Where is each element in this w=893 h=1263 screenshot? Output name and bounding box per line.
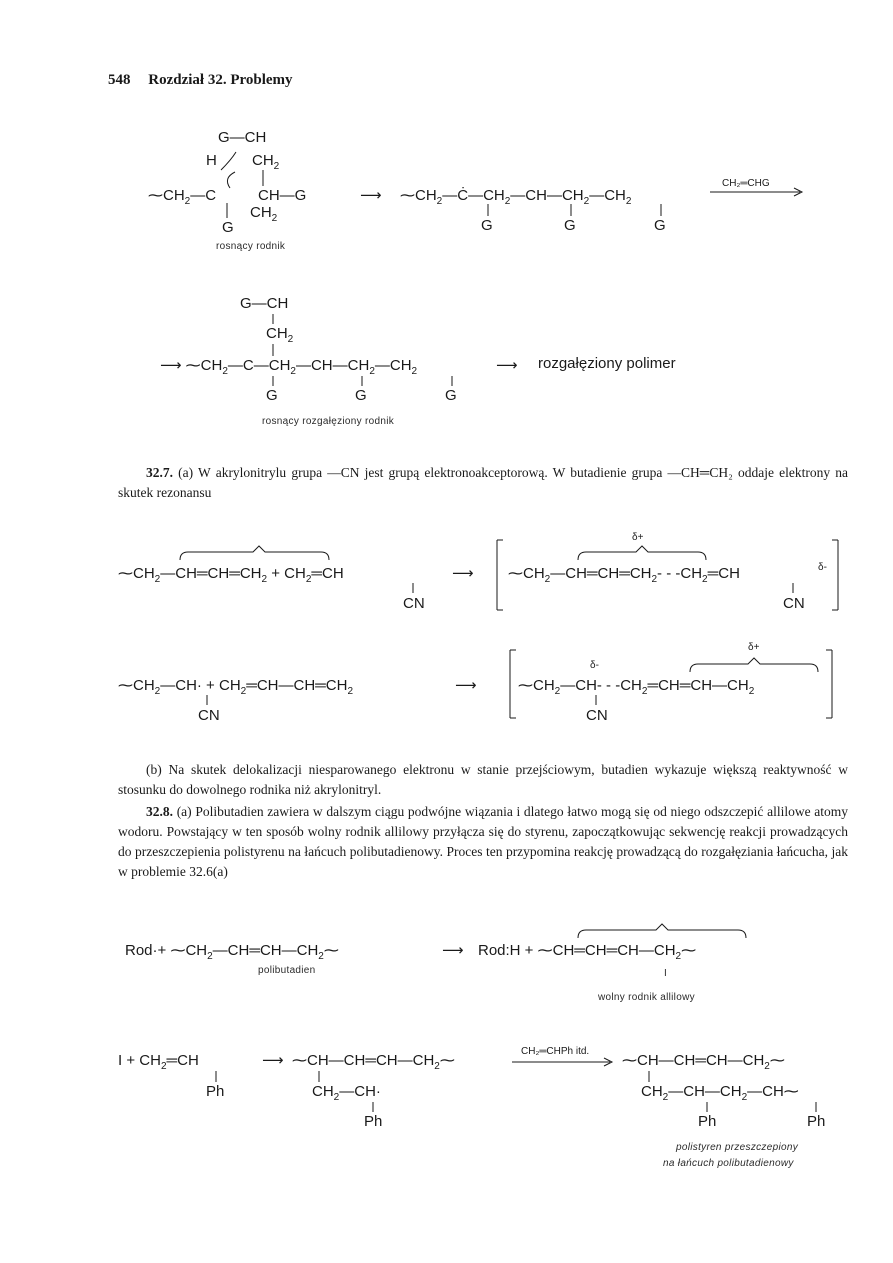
svg-text:δ-: δ- <box>818 562 827 573</box>
svg-text:G: G <box>481 217 493 234</box>
svg-text:G: G <box>355 387 367 404</box>
svg-text:CH—G: CH—G <box>258 187 307 204</box>
svg-text:δ-: δ- <box>590 660 599 671</box>
svg-text:Ph: Ph <box>206 1083 225 1100</box>
svg-text:⁓CH—CH═CH—CH2⁓: $⁓CH—CH═CH—CH_2⁓$ <box>622 1052 785 1072</box>
caption-allyl-radical: wolny rodnik allilowy <box>598 992 695 1003</box>
svg-text:G: G <box>564 217 576 234</box>
svg-text:G: G <box>222 219 234 236</box>
svg-text:⟶: ⟶ <box>455 677 477 694</box>
svg-text:CH2: $CH_2$ <box>266 325 294 345</box>
svg-text:G: G <box>654 217 666 234</box>
svg-text:⟶: ⟶ <box>442 942 464 959</box>
svg-text:CH2: $CH_2$ <box>250 204 278 224</box>
svg-text:I + CH2═CH: $I + CH_2═CH$ <box>118 1052 199 1072</box>
scheme-branching-2 <box>0 288 893 438</box>
svg-text:CN: CN <box>198 707 220 724</box>
paragraph-32-7 <box>118 463 848 503</box>
paragraph-32-7-text: (a) W akrylonitrylu grupa —CN jest grupą elektronoakceptorową. W butadienie grupa —CH═CH₂ oddaje elektrony na skutek rezonansu <box>118 465 848 500</box>
svg-text:G—CH: G—CH <box>218 129 267 146</box>
page-number: 548 <box>108 72 131 88</box>
svg-text:Ph: Ph <box>364 1113 383 1130</box>
svg-text:δ+: δ+ <box>748 642 760 653</box>
label-I: I <box>664 968 668 979</box>
paragraph-32-8 <box>118 802 848 882</box>
svg-text:CH2—CH·: $CH_2—CH\cdot$ <box>312 1083 381 1103</box>
scheme-allyl-radical <box>0 910 893 1030</box>
chapter-title: Rozdział 32. Problemy <box>148 72 293 88</box>
svg-text:G: G <box>445 387 457 404</box>
problem-number-32-7: 32.7. <box>146 465 173 480</box>
branched-polymer-label: rozgałęziony polimer <box>538 355 676 372</box>
svg-text:⟶: ⟶ <box>496 357 518 374</box>
reagent-styrene: CH₂═CHPh itd. <box>521 1046 590 1057</box>
caption-grafted-polystyrene-1: polistyren przeszczepiony <box>676 1142 798 1153</box>
svg-text:CN: CN <box>783 595 805 612</box>
svg-text:⁓CH2—CH═CH═CH2 + CH2═CH: $⁓CH_2—CH═CH═CH_2$ + $CH_2═CH$ <box>118 565 344 585</box>
svg-text:G: G <box>266 387 278 404</box>
svg-text:Ph: Ph <box>807 1113 826 1130</box>
svg-text:⟶: ⟶ <box>360 187 382 204</box>
svg-text:CH2: $CH_2$ <box>252 152 280 172</box>
svg-text:Rod:H + ⁓CH═CH═CH—CH2⁓: Rod:H + $⁓CH═CH═CH—CH_2⁓$ <box>478 942 697 962</box>
svg-text:Ph: Ph <box>698 1113 717 1130</box>
caption-grafted-polystyrene-2: na łańcuch polibutadienowy <box>663 1158 794 1169</box>
svg-text:H: H <box>206 152 217 169</box>
problem-number-32-8: 32.8. <box>146 804 173 819</box>
svg-text:⁓CH—CH═CH—CH2⁓: $⁓CH—CH═CH—CH_2⁓$ <box>292 1052 455 1072</box>
caption-polybutadiene: polibutadien <box>258 965 316 976</box>
svg-text:⁓CH2—C: $⁓CH_2—C$ <box>148 187 217 207</box>
paragraph-32-7b <box>118 760 848 800</box>
page-header <box>108 72 293 89</box>
svg-text:CN: CN <box>403 595 425 612</box>
paragraph-32-8-text: (a) Polibutadien zawiera w dalszym ciągu podwójne wiązania i dlatego łatwo mogą się od niego odszczepić allilowe atomy wodoru. Powstający w ten sposób wolny rodnik allilowy przyłącza się do styrenu, zapoczątkowując sekwencję reakcji prowadzących do przeszczepienia polistyrenu na łańcuch polibutadienowy. Proces ten przypomina reakcję prowadzącą do rozgałęziania łańcucha, jak w problemie 32.6(a) <box>118 804 849 879</box>
caption-branched-radical: rosnący rozgałęziony rodnik <box>262 416 395 427</box>
svg-text:⁓CH2—CH═CH═CH2- - -CH2═CH: $⁓CH_2—CH═CH═CH_2-$ - $-CH_2═CH$ <box>508 565 740 585</box>
svg-text:CN: CN <box>586 707 608 724</box>
scheme-transition-states <box>0 530 893 730</box>
svg-text:⁓CH2—Ċ—CH2—CH—CH2—CH2: $⁓CH_2—Ċ—CH_2—CH—CH_2—CH_2$ <box>400 187 632 207</box>
svg-text:G—CH: G—CH <box>240 295 289 312</box>
paragraph-32-7b-text: (b) Na skutek delokalizacji niesparowanego elektronu w stanie przejściowym, butadien wykazuje większą reaktywność w stosunku do dowolnego rodnika niż akrylonitryl. <box>118 762 848 797</box>
svg-text:⟶ ⁓CH2—C—CH2—CH—CH2—CH2: ⟶ $⁓CH_2—C—CH_2—CH—CH_2—CH_2$ <box>160 357 418 377</box>
svg-text:⁓CH2—CH- - -CH2═CH═CH—CH2: $⁓CH_2—CH-$ - $-CH_2═CH═CH—CH_2$ <box>518 677 755 697</box>
svg-text:⟶: ⟶ <box>452 565 474 582</box>
svg-text:CH2—CH—CH2—CH⁓: $CH_2—CH—CH_2—CH⁓$ <box>641 1083 799 1103</box>
svg-text:⁓CH2—CH· + CH2═CH—CH═CH2: $⁓CH_2—CH\cdot$ + $CH_2═CH—CH═CH_2$ <box>118 677 354 697</box>
svg-text:Rod·+ ⁓CH2—CH═CH—CH2⁓: $Rod\cdot+ ⁓CH_2—CH═CH—CH_2⁓$ <box>125 942 339 962</box>
svg-text:⟶: ⟶ <box>262 1052 284 1069</box>
caption-growing-radical: rosnący rodnik <box>216 241 286 252</box>
svg-text:δ+: δ+ <box>632 532 644 543</box>
reagent-chg: CH₂═CHG <box>722 178 770 189</box>
